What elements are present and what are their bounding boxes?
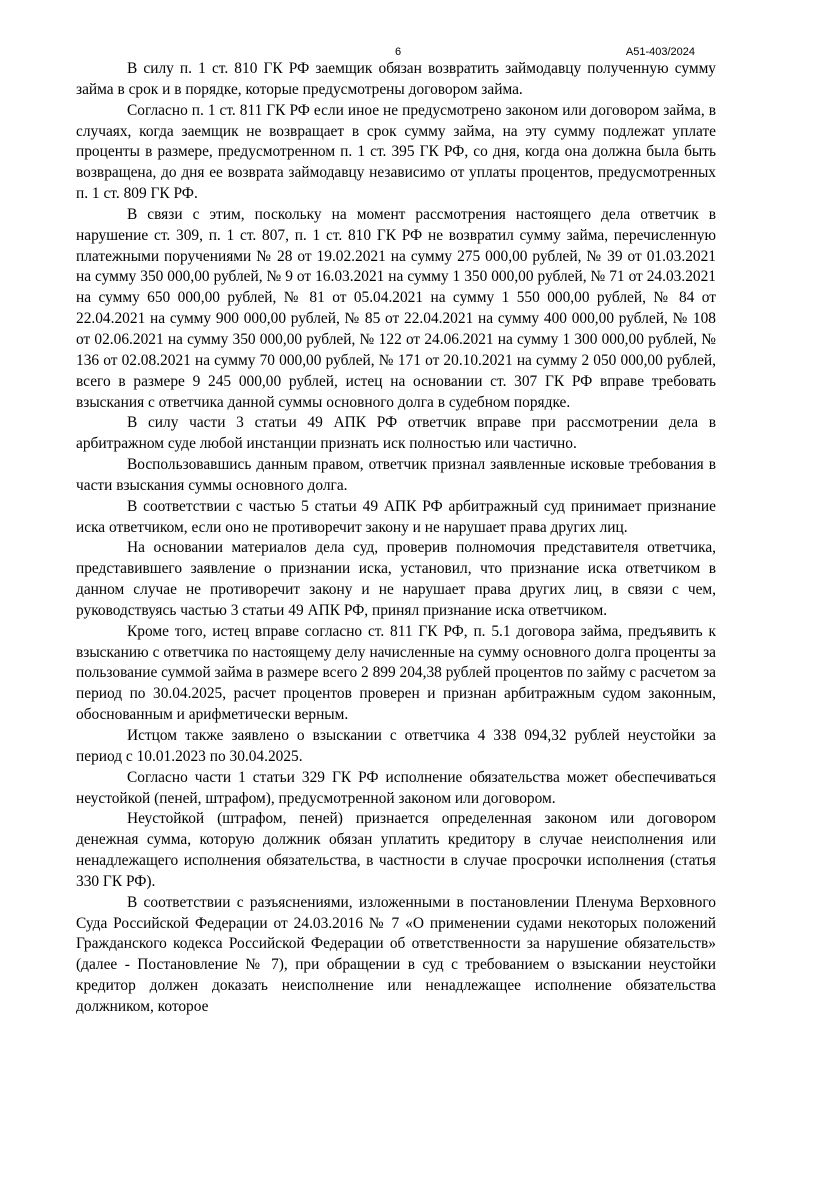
paragraph: Неустойкой (штрафом, пеней) признается определенная законом или договором денежная сумма, которую должник обязан уплатить кредитору в случае неисполнения или ненадлежащего исполнения обязательства, в частности в случае просрочки исполнения (статья 330 ГК РФ). <box>76 810 716 890</box>
paragraph: Воспользовавшись данным правом, ответчик признал заявленные исковые требования в части взыскания суммы основного долга. <box>76 456 716 494</box>
paragraph: В соответствии с разъяснениями, изложенными в постановлении Пленума Верховного Суда Российской Федерации от 24.03.2016 № 7 «О применении судами некоторых положений Гражданского кодекса Российской Федерации об ответственности за нарушение обязательств» (далее - Постановление № 7), при обращении в суд с требованием о взыскании неустойки кредитор должен доказать неисполнение или ненадлежащее исполнение обязательства должником, которое <box>76 893 716 1015</box>
paragraph: В силу части 3 статьи 49 АПК РФ ответчик вправе при рассмотрении дела в арбитражном суде любой инстанции признать иск полностью или частично. <box>76 414 716 453</box>
paragraph: На основании материалов дела суд, проверив полномочия представителя ответчика, представившего заявление о признании иска, установил, что признание иска ответчиком в данном случае не противоречит закону и не нарушает права других лиц, в связи с чем, руководствуясь частью 3 статьи 49 АПК РФ, принял признание иска ответчиком. <box>76 539 716 619</box>
paragraph: В силу п. 1 ст. 810 ГК РФ заемщик обязан возвратить займодавцу полученную сумму займа в срок и в порядке, которые предусмотрены договором займа. <box>76 60 716 98</box>
paragraph: Истцом также заявлено о взыскании с ответчика 4 338 094,32 рублей неустойки за период с 10.01.2023 по 30.04.2025. <box>76 727 716 765</box>
case-number: А51-403/2024 <box>625 46 695 58</box>
paragraph: Согласно п. 1 ст. 811 ГК РФ если иное не предусмотрено законом или договором займа, в случаях, когда заемщик не возвращает в срок сумму займа, на эту сумму подлежат уплате проценты в размере, предусмотренном п. 1 ст. 395 ГК РФ, со дня, когда она должна была быть возвращена, до дня ее возврата займодавцу независимо от уплаты процентов, предусмотренных п. 1 ст. 809 ГК РФ. <box>76 101 716 203</box>
paragraph: В соответствии с частью 5 статьи 49 АПК РФ арбитражный суд принимает признание иска ответчиком, если оно не противоречит закону и не нарушает права других лиц. <box>76 497 716 536</box>
paragraph: Кроме того, истец вправе согласно ст. 811 ГК РФ, п. 5.1 договора займа, предъявить к взысканию с ответчика по настоящему делу начисленные на сумму основного долга проценты за пользование суммой займа в размере всего 2 899 204,38 рублей процентов по займу с расчетом за период по 30.04.2025, расчет процентов проверен и признан арбитражным судом законным, обоснованным и арифметически верным. <box>76 622 716 724</box>
paragraph: Согласно части 1 статьи 329 ГК РФ исполнение обязательства может обеспечиваться неустойкой (пеней, штрафом), предусмотренной законом или договором. <box>76 768 716 807</box>
paragraph: В связи с этим, поскольку на момент рассмотрения настоящего дела ответчик в нарушение ст. 309, п. 1 ст. 807, п. 1 ст. 810 ГК РФ не возвратил сумму займа, перечисленную платежными поручениями № 28 от 19.02.2021 на сумму 275 000,00 рублей, № 39 от 01.03.2021 на сумму 350 000,00 рублей, № 9 от 16.03.2021 на сумму 1 350 000,00 рублей, № 71 от 24.03.2021 на сумму 650 000,00 рублей, № 81 от 05.04.2021 на сумму 1 550 000,00 рублей, № 84 от 22.04.2021 на сумму 900 000,00 рублей, № 85 от 22.04.2021 на сумму 400 000,00 рублей, № 108 от 02.06.2021 на сумму 350 000,00 рублей, № 122 от 24.06.2021 на сумму 1 300 000,00 рублей, № 136 от 02.08.2021 на сумму 70 000,00 рублей, № 171 от 20.10.2021 на сумму 2 050 000,00 рублей, всего в размере 9 245 000,00 рублей, истец на основании ст. 307 ГК РФ вправе требовать взыскания с ответчика данной суммы основного долга в судебном порядке. <box>76 205 716 411</box>
document-body <box>76 59 716 1018</box>
page-number: 6 <box>394 46 402 58</box>
